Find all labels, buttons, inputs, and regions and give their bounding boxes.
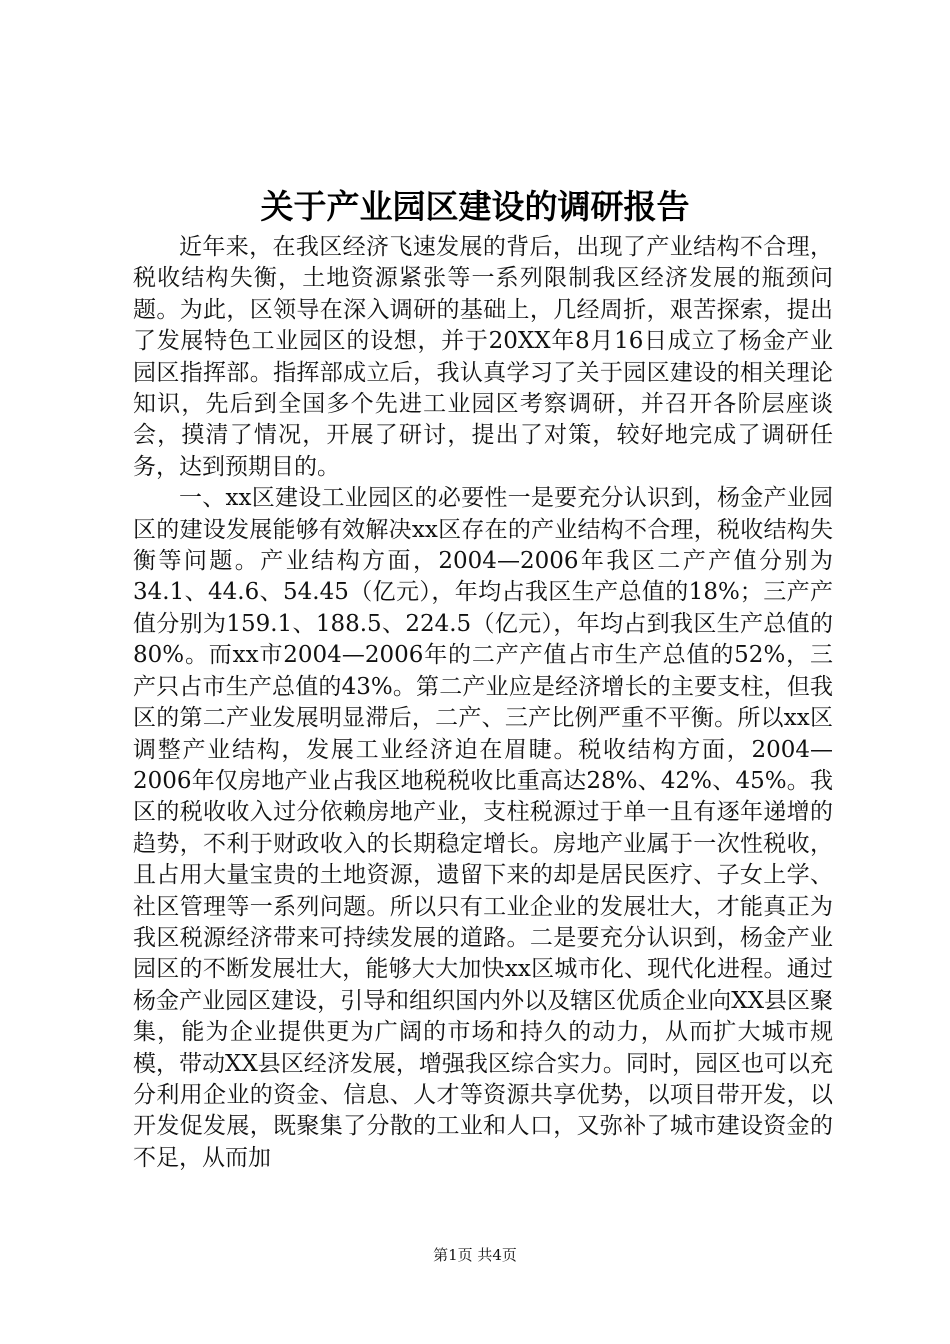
document-title: 关于产业园区建设的调研报告 — [260, 187, 690, 226]
paragraph-section-one: 一、xx区建设工业园区的必要性一是要充分认识到，杨金产业园区的建设发展能够有效解决xx区存在的产业结构不合理，税收结构失衡等问题。产业结构方面，2004—2006年我区二产产值分别为34.1、44.6、54.45（亿元），年均占我区生产总值的18%；三产产值分别为159.1、188.5、224.5（亿元），年均占到我区生产总值的80%。而xx市2004—2006年的二产产值占市生产总值的52%，三产只占市生产总值的43%。第二产业应是经济增长的主要支柱，但我区的第二产业发展明显滞后，二产、三产比例严重不平衡。所以xx区调整产业结构，发展工业经济迫在眉睫。税收结构方面，2004—2006年仅房地产业占我区地税税收比重高达28%、42%、45%。我区的税收收入过分依赖房地产业，支柱税源过于单一且有逐年递增的趋势，不利于财政收入的长期稳定增长。房地产业属于一次性税收，且占用大量宝贵的土地资源，遗留下来的却是居民医疗、子女上学、社区管理等一系列问题。所以只有工业企业的发展壮大，才能真正为我区税源经济带来可持续发展的道路。二是要充分认识到，杨金产业园区的不断发展壮大，能够大大加快xx区城市化、现代化进程。通过杨金产业园区建设，引导和组织国内外以及辖区优质企业向XX县区聚集，能为企业提供更为广阔的市场和持久的动力，从而扩大城市规模，带动XX县区经济发展，增强我区综合实力。同时，园区也可以充分利用企业的资金、信息、人才等资源共享优势，以项目带开发，以开发促发展，既聚集了分散的工业和人口，又弥补了城市建设资金的不足，从而加 — [133, 485, 833, 1171]
document-body — [133, 232, 833, 1174]
page-footer: 第1页 共4页 — [433, 1246, 517, 1264]
paragraph-intro: 近年来，在我区经济飞速发展的背后，出现了产业结构不合理，税收结构失衡，土地资源紧张等一系列限制我区经济发展的瓶颈问题。为此，区领导在深入调研的基础上，几经周折，艰苦探索，提出了发展特色工业园区的设想，并于20XX年8月16日成立了杨金产业园区指挥部。指挥部成立后，我认真学习了关于园区建设的相关理论知识，先后到全国多个先进工业园区考察调研，并召开各阶层座谈会，摸清了情况，开展了研讨，提出了对策，较好地完成了调研任务，达到预期目的。 — [133, 234, 833, 480]
